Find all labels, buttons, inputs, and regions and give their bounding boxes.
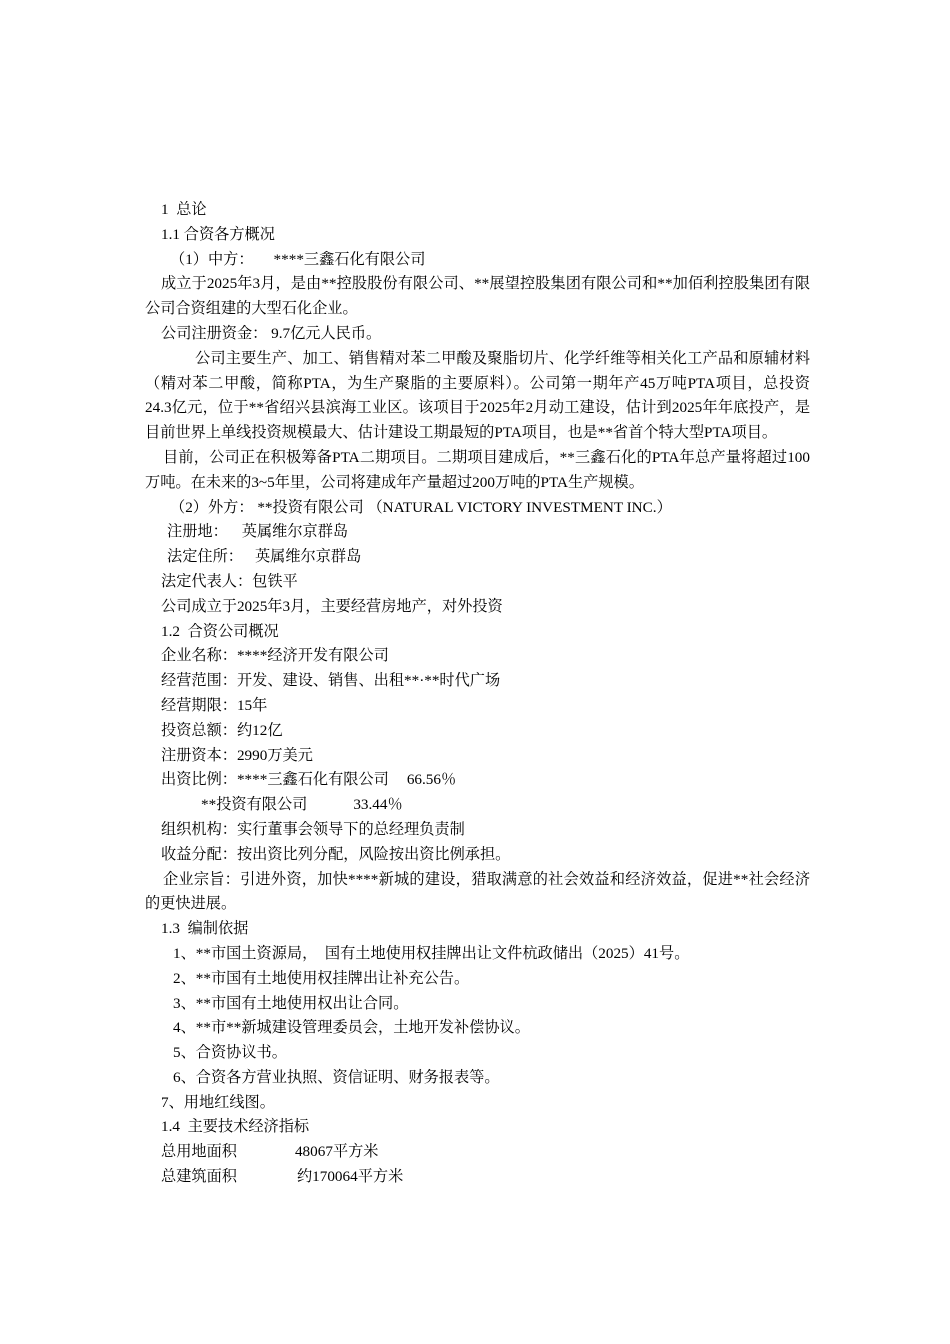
basis-item-5: 5、合资协议书。 <box>173 1044 287 1062</box>
total-land-area-label: 总用地面积 <box>161 1143 237 1161</box>
legal-representative: 法定代表人：包铁平 <box>161 572 298 590</box>
total-building-area-line <box>145 1165 810 1190</box>
total-land-area-value: 48067平方米 <box>294 1143 379 1161</box>
organization-structure: 组织机构：实行董事会领导下的总经理负责制 <box>161 820 465 838</box>
section-heading-1-1: 1.1 合资各方概况 <box>161 225 275 243</box>
registration-line <box>145 520 810 545</box>
section-heading-1-4: 1.4 主要技术经济指标 <box>161 1118 310 1136</box>
contribution-ratio-label: 出资比例：****三鑫石化有限公司 <box>161 771 389 789</box>
registration-value: 英属维尔京群岛 <box>241 523 349 541</box>
company-purpose: 企业宗旨：引进外资，加快****新城的建设，猎取满意的社会效益和经济效益，促进**社会经济的更快进展。 <box>145 870 810 913</box>
total-building-area-label: 总建筑面积 <box>161 1168 237 1186</box>
basis-item-6: 6、合资各方营业执照、资信证明、财务报表等。 <box>173 1068 500 1086</box>
total-land-area-line <box>145 1140 810 1165</box>
contribution-ratio-b-line <box>145 793 810 818</box>
business-term: 经营期限：15年 <box>161 696 268 714</box>
company-name: 企业名称：****经济开发有限公司 <box>161 647 389 665</box>
profit-distribution: 收益分配：按出资比列分配，风险按出资比例承担。 <box>161 845 511 863</box>
basis-item-3: 3、**市国有土地使用权出让合同。 <box>173 994 409 1012</box>
basis-item-2: 2、**市国有土地使用权挂牌出让补充公告。 <box>173 969 470 987</box>
party-a-description: 成立于2025年3月，是由**控股股份有限公司、**展望控股集团有限公司和**加佰利控股集团有限公司合资组建的大型石化企业。 <box>145 275 810 318</box>
contribution-ratio-a: 66.56％ <box>406 771 457 789</box>
legal-address-label: 法定住所： <box>167 548 243 566</box>
contribution-ratio-b: 33.44％ <box>353 796 403 814</box>
basis-item-4: 4、**市**新城建设管理委员会，土地开发补偿协议。 <box>173 1019 530 1037</box>
registered-capital: 注册资本：2990万美元 <box>161 746 313 764</box>
section-heading-1: 1 总论 <box>161 201 207 218</box>
legal-address-line <box>145 545 810 570</box>
party-b-founded: 公司成立于2025年3月，主要经营房地产，对外投资 <box>161 597 503 615</box>
party-a-label: （1）中方： <box>170 250 254 268</box>
section-heading-1-2: 1.2 合资公司概况 <box>161 622 279 640</box>
registration-label: 注册地： <box>167 523 228 541</box>
party-a-name: ****三鑫石化有限公司 <box>273 250 426 268</box>
basis-item-1: 1、**市国土资源局， 国有土地使用权挂牌出让文件杭政储出（2025）41号。 <box>173 944 690 962</box>
document-page <box>145 198 810 1190</box>
contribution-ratio-line <box>145 768 810 793</box>
party-a-business-paragraph: 公司主要生产、加工、销售精对苯二甲酸及聚脂切片、化学纤维等相关化工产品和原辅材料（精对苯二甲酸，简称PTA，为生产聚脂的主要原料）。公司第一期年产45万吨PTA项目，总投资24.3亿元，位于**省绍兴县滨海工业区。该项目于2025年2月动工建设，估计到2025年年底投产，是目前世界上单线投资规模最大、估计建设工期最短的PTA项目，也是**省首个特大型PTA项目。 <box>145 349 810 442</box>
contribution-ratio-b-name: **投资有限公司 <box>201 796 308 814</box>
section-heading-1-3: 1.3 编制依据 <box>161 920 249 938</box>
business-scope: 经营范围：开发、建设、销售、出租**·**时代广场 <box>161 672 501 690</box>
total-building-area-value: 约170064平方米 <box>296 1168 404 1186</box>
party-a-capital: 公司注册资金： 9.7亿元人民币。 <box>161 324 382 342</box>
party-a-plan-paragraph: 目前，公司正在积极筹备PTA二期项目。二期项目建成后，**三鑫石化的PTA年总产量将超过100万吨。在未来的3~5年里，公司将建成年产量超过200万吨的PTA生产规模。 <box>145 448 810 491</box>
party-a-line <box>145 248 810 273</box>
party-b-line: （2）外方： **投资有限公司 （NATURAL VICTORY INVESTMENT INC.） <box>170 498 672 516</box>
total-investment: 投资总额：约12亿 <box>161 721 283 739</box>
basis-item-7: 7、用地红线图。 <box>161 1093 275 1111</box>
legal-address-value: 英属维尔京群岛 <box>254 548 362 566</box>
